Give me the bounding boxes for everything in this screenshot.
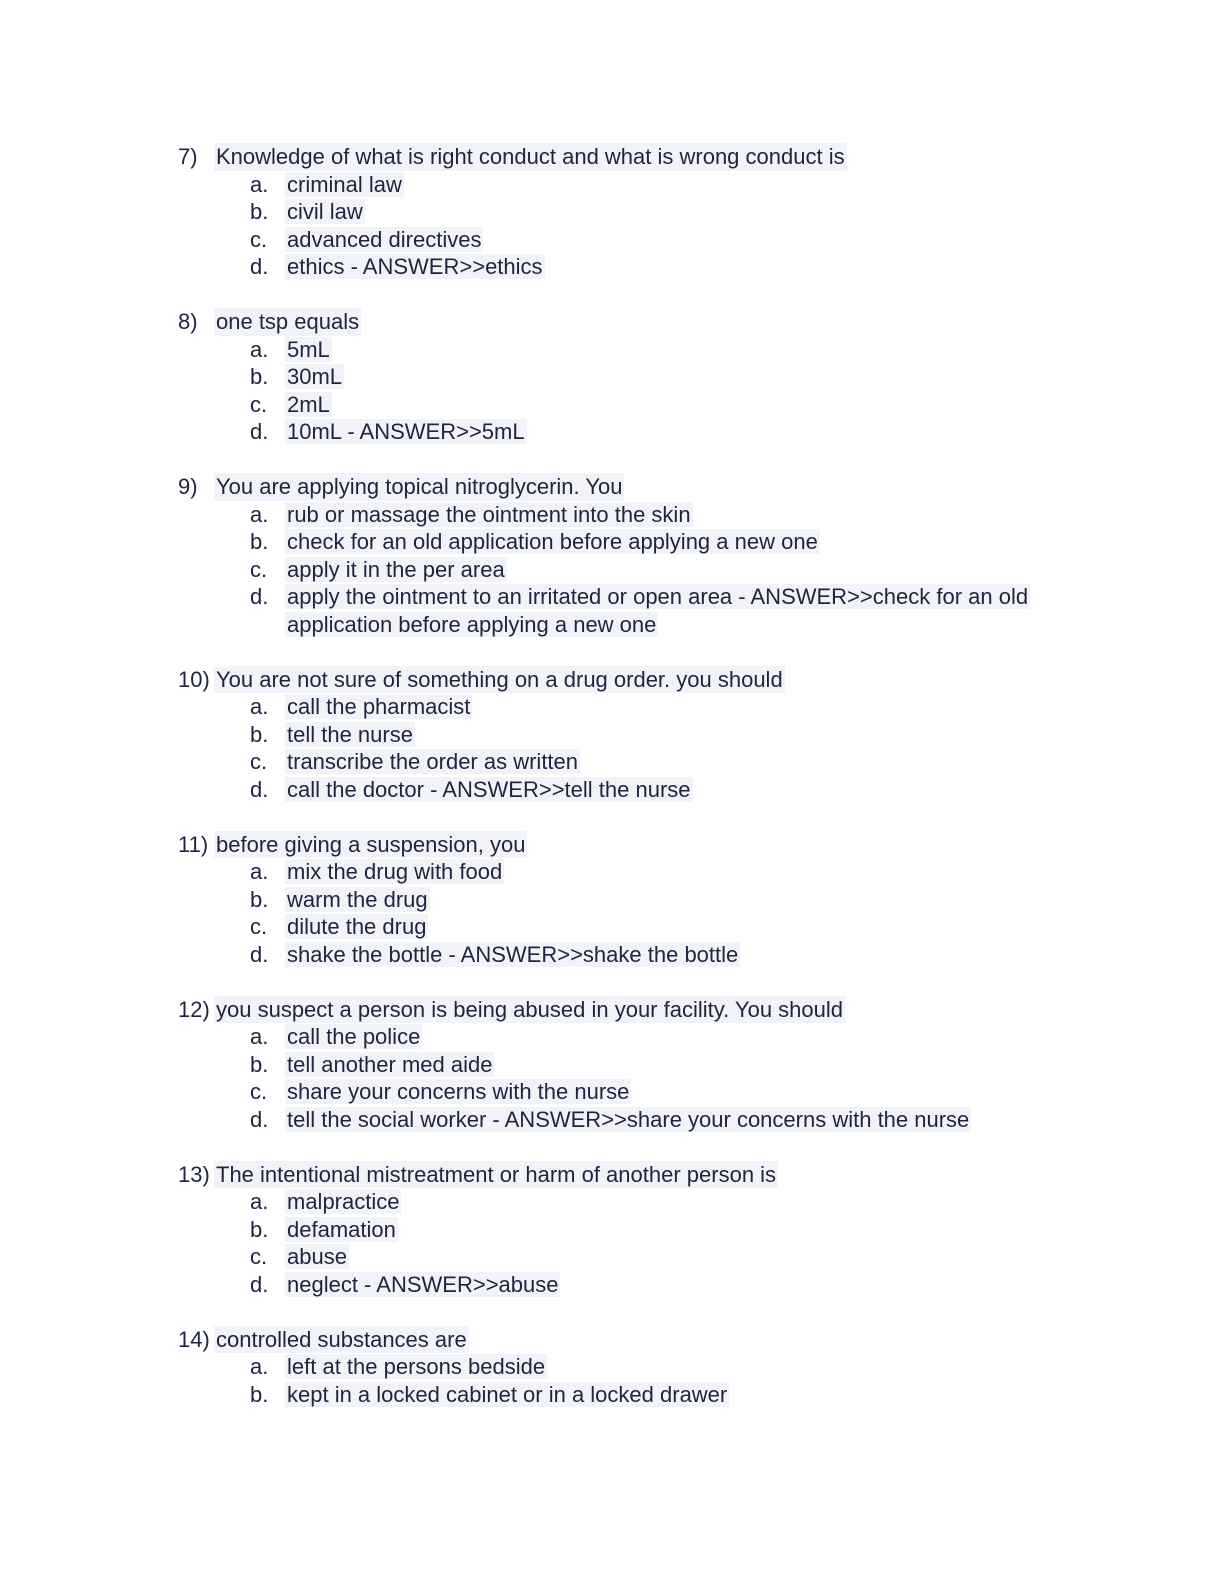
option-text: apply the ointment to an irritated or open area - ANSWER>>check for an old application before applying a new one	[287, 584, 1029, 637]
option-text: 5mL	[287, 336, 330, 362]
question-number: 14)	[178, 1326, 210, 1352]
option-letter: b.	[250, 1051, 269, 1077]
question-line	[178, 143, 1078, 171]
option-text-wrap	[285, 1106, 1055, 1134]
option-letter: d.	[250, 1106, 269, 1132]
option-text: share your concerns with the nurse	[287, 1079, 630, 1104]
option-text: call the police	[287, 1024, 421, 1049]
option-text: transcribe the order as written	[287, 749, 579, 774]
answer-option	[178, 1078, 1078, 1106]
answer-option	[178, 391, 1078, 419]
option-text-wrap	[285, 886, 1055, 914]
answer-option	[178, 1051, 1078, 1079]
option-text: mix the drug with food	[287, 859, 503, 884]
option-letter: a.	[250, 501, 269, 527]
option-text: 10mL - ANSWER>>5mL	[287, 419, 525, 444]
answer-option	[178, 1216, 1078, 1244]
answer-option	[178, 858, 1078, 886]
option-letter: a.	[250, 1354, 269, 1379]
answer-option	[178, 1023, 1078, 1051]
option-text-wrap	[285, 583, 1055, 638]
option-letter: d.	[250, 254, 269, 279]
question-text: you suspect a person is being abused in your facility. You should	[216, 996, 843, 1022]
answer-option	[178, 693, 1078, 721]
option-text: ethics - ANSWER>>ethics	[287, 254, 543, 279]
option-text-wrap	[285, 418, 1055, 446]
answer-option	[178, 1271, 1078, 1299]
answer-option	[178, 198, 1078, 226]
answer-option	[178, 501, 1078, 529]
question-text: The intentional mistreatment or harm of another person is	[216, 1161, 777, 1187]
question-item	[178, 1326, 1078, 1409]
option-list	[178, 171, 1078, 281]
question-text: Knowledge of what is right conduct and what is wrong conduct is	[216, 144, 845, 169]
question-number: 8)	[178, 309, 198, 334]
option-text: tell another med aide	[287, 1051, 493, 1077]
option-text: criminal law	[287, 171, 402, 197]
answer-option	[178, 886, 1078, 914]
option-list	[178, 858, 1078, 968]
option-text: call the doctor - ANSWER>>tell the nurse	[287, 776, 691, 802]
option-text: tell the social worker - ANSWER>>share your concerns with the nurse	[287, 1106, 970, 1132]
option-text: malpractice	[287, 1189, 400, 1214]
answer-option	[178, 583, 1078, 638]
answer-option	[178, 748, 1078, 776]
question-number: 13)	[178, 1161, 210, 1187]
option-list	[178, 1023, 1078, 1133]
question-line	[178, 831, 1078, 859]
question-list	[178, 143, 1078, 1436]
answer-option	[178, 1243, 1078, 1271]
option-letter: c.	[250, 1079, 268, 1104]
option-text: check for an old application before applying a new one	[287, 529, 818, 554]
option-text: 30mL	[287, 364, 343, 389]
option-text: left at the persons bedside	[287, 1354, 546, 1379]
question-text: one tsp equals	[216, 309, 360, 334]
option-letter: b.	[250, 1381, 269, 1407]
option-list	[178, 693, 1078, 803]
option-letter: b.	[250, 886, 269, 912]
question-item	[178, 1161, 1078, 1299]
question-number: 12)	[178, 996, 210, 1022]
option-text-wrap	[285, 693, 1055, 721]
question-item	[178, 996, 1078, 1134]
question-item	[178, 831, 1078, 969]
option-text-wrap	[285, 721, 1055, 749]
option-letter: c.	[250, 914, 268, 939]
question-number: 10)	[178, 666, 210, 692]
option-letter: d.	[250, 584, 269, 609]
question-text: before giving a suspension, you	[216, 831, 526, 857]
answer-option	[178, 336, 1078, 364]
option-text-wrap	[285, 391, 1055, 419]
option-text-wrap	[285, 171, 1055, 199]
question-text: controlled substances are	[216, 1326, 467, 1352]
option-text-wrap	[285, 253, 1055, 281]
question-line	[178, 1161, 1078, 1189]
option-letter: d.	[250, 1271, 269, 1297]
option-text-wrap	[285, 748, 1055, 776]
option-text-wrap	[285, 363, 1055, 391]
answer-option	[178, 1106, 1078, 1134]
option-list	[178, 336, 1078, 446]
option-text: civil law	[287, 199, 363, 224]
option-text: dilute the drug	[287, 914, 427, 939]
option-text-wrap	[285, 198, 1055, 226]
option-text: defamation	[287, 1216, 396, 1242]
option-letter: a.	[250, 1189, 269, 1214]
option-list	[178, 501, 1078, 639]
option-text-wrap	[285, 1353, 1055, 1381]
answer-option	[178, 253, 1078, 281]
option-letter: b.	[250, 199, 269, 224]
option-text-wrap	[285, 858, 1055, 886]
option-text-wrap	[285, 556, 1055, 584]
question-text: You are applying topical nitroglycerin. You	[216, 474, 623, 499]
option-text: abuse	[287, 1244, 347, 1269]
answer-option	[178, 776, 1078, 804]
option-letter: a.	[250, 171, 269, 197]
option-letter: a.	[250, 1024, 269, 1049]
option-text: kept in a locked cabinet or in a locked drawer	[287, 1381, 728, 1407]
answer-option	[178, 418, 1078, 446]
option-letter: c.	[250, 391, 268, 417]
option-text-wrap	[285, 336, 1055, 364]
option-text-wrap	[285, 913, 1055, 941]
option-text-wrap	[285, 1381, 1055, 1409]
answer-option	[178, 1381, 1078, 1409]
question-item	[178, 143, 1078, 281]
option-text-wrap	[285, 1188, 1055, 1216]
question-item	[178, 308, 1078, 446]
option-text-wrap	[285, 226, 1055, 254]
question-line	[178, 996, 1078, 1024]
answer-option	[178, 528, 1078, 556]
option-text-wrap	[285, 941, 1055, 969]
question-line	[178, 473, 1078, 501]
question-number: 9)	[178, 474, 198, 499]
option-text-wrap	[285, 1243, 1055, 1271]
option-letter: b.	[250, 529, 269, 554]
option-letter: c.	[250, 1244, 268, 1269]
option-text: neglect - ANSWER>>abuse	[287, 1271, 559, 1297]
option-letter: d.	[250, 776, 269, 802]
option-text: tell the nurse	[287, 721, 413, 747]
option-text-wrap	[285, 776, 1055, 804]
option-text: call the pharmacist	[287, 694, 471, 719]
option-letter: b.	[250, 364, 269, 389]
option-text: warm the drug	[287, 886, 428, 912]
option-list	[178, 1188, 1078, 1298]
question-line	[178, 1326, 1078, 1354]
question-number: 7)	[178, 144, 198, 169]
option-text: advanced directives	[287, 226, 482, 252]
option-text: apply it in the per area	[287, 556, 505, 582]
option-text-wrap	[285, 1271, 1055, 1299]
question-item	[178, 473, 1078, 638]
option-list	[178, 1353, 1078, 1408]
answer-option	[178, 363, 1078, 391]
option-letter: b.	[250, 1216, 269, 1242]
option-letter: a.	[250, 336, 269, 362]
answer-option	[178, 556, 1078, 584]
option-letter: d.	[250, 941, 269, 967]
option-text-wrap	[285, 1216, 1055, 1244]
answer-option	[178, 226, 1078, 254]
answer-option	[178, 1188, 1078, 1216]
answer-option	[178, 171, 1078, 199]
option-text: 2mL	[287, 391, 330, 417]
option-letter: c.	[250, 749, 268, 774]
question-line	[178, 666, 1078, 694]
answer-option	[178, 721, 1078, 749]
option-letter: c.	[250, 556, 268, 582]
option-letter: a.	[250, 694, 269, 719]
option-letter: a.	[250, 859, 269, 884]
question-line	[178, 308, 1078, 336]
answer-option	[178, 941, 1078, 969]
option-text-wrap	[285, 528, 1055, 556]
option-text-wrap	[285, 501, 1055, 529]
option-letter: c.	[250, 226, 268, 252]
question-text: You are not sure of something on a drug order. you should	[216, 666, 783, 692]
option-text-wrap	[285, 1078, 1055, 1106]
option-text-wrap	[285, 1023, 1055, 1051]
option-letter: d.	[250, 419, 269, 444]
answer-option	[178, 1353, 1078, 1381]
answer-option	[178, 913, 1078, 941]
option-text-wrap	[285, 1051, 1055, 1079]
option-letter: b.	[250, 721, 269, 747]
question-number: 11)	[178, 831, 209, 857]
option-text: rub or massage the ointment into the skin	[287, 501, 691, 527]
question-item	[178, 666, 1078, 804]
option-text: shake the bottle - ANSWER>>shake the bottle	[287, 941, 739, 967]
